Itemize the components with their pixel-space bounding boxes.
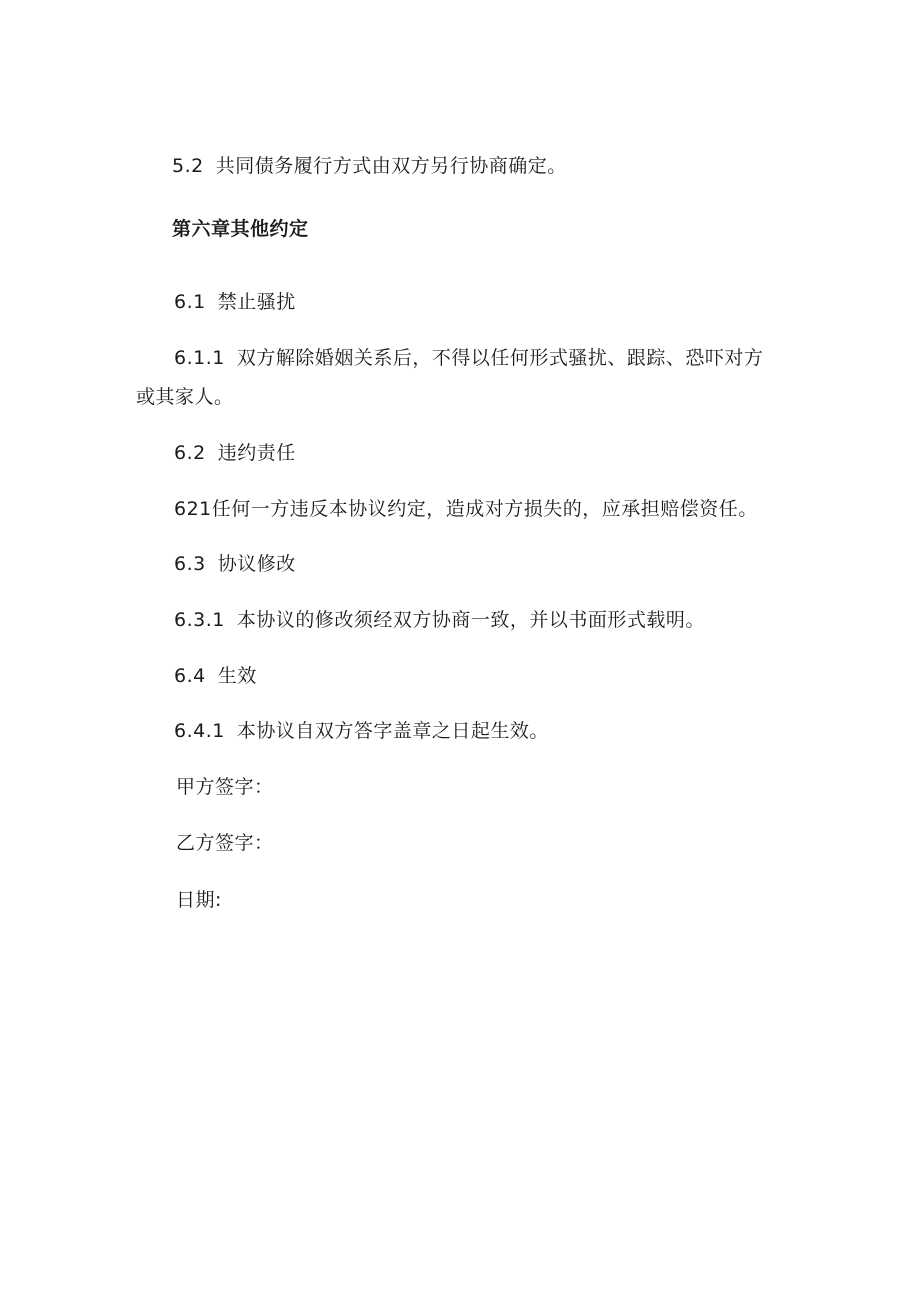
section-number: 6.1 [174,291,206,313]
chapter-6-title: 第六章其他约定 [172,218,309,240]
clause-5-2 [172,152,567,180]
section-title: 生效 [217,665,257,687]
clause-text: 双方解除婚姻关系后，不得以任何形式骚扰、跟踪、恐吓对方 [236,347,764,369]
clause-text: 共同债务履行方式由双方另行协商确定。 [215,155,567,177]
clause-text: 本协议的修改须经双方协商一致，并以书面形式载明。 [236,609,705,631]
clause-number: 6.3.1 [174,609,225,631]
clause-6-3-1 [174,606,705,634]
clause-6-1-1-line2: 或其家人。 [136,386,234,408]
party-a-signature-label: 甲方签字： [176,776,274,798]
section-title: 违约责任 [217,442,296,464]
clause-text: 本协议自双方答字盖章之日起生效。 [236,720,549,742]
section-6-3 [174,550,296,578]
section-number: 6.4 [174,665,206,687]
section-title: 禁止骚扰 [217,291,296,313]
clause-6-1-1-line1 [174,344,763,372]
section-number: 6.2 [174,442,206,464]
section-title: 协议修改 [217,553,296,575]
party-b-signature-label: 乙方签字： [176,832,274,854]
clause-6-2-1: 621任何一方违反本协议约定，造成对方损失的，应承担赔偿资任。 [174,498,758,520]
clause-6-4-1 [174,717,549,745]
section-6-4 [174,662,257,690]
section-6-2 [174,439,296,467]
date-label: 日期: [176,889,222,911]
clause-number: 6.4.1 [174,720,225,742]
section-6-1 [174,288,296,316]
clause-number: 5.2 [172,155,204,177]
clause-number: 6.1.1 [174,347,225,369]
section-number: 6.3 [174,553,206,575]
